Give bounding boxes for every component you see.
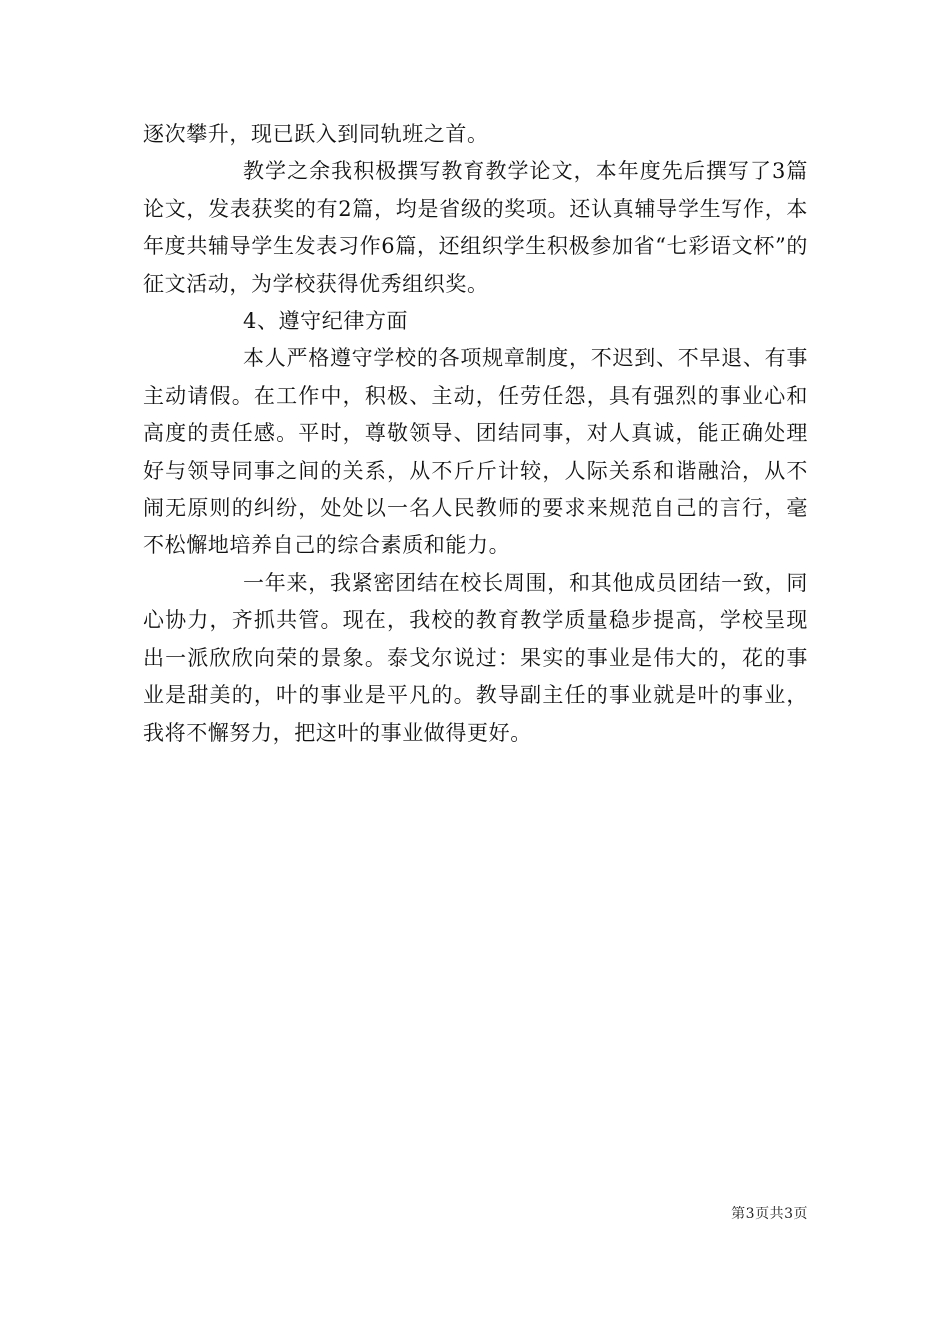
page-number-footer: 第3页共3页 — [731, 1206, 808, 1222]
paragraph-continuation: 逐次攀升，现已跃入到同轨班之首。 — [143, 122, 489, 146]
paragraph-discipline: 本人严格遵守学校的各项规章制度，不迟到、不早退、有事主动请假。在工作中，积极、主动，任劳任怨，具有强烈的事业心和高度的责任感。平时，尊敬领导、团结同事，对人真诚，能正确处理好与领导同事之间的关系，从不斤斤计较，人际关系和谐融洽，从不闹无原则的纠纷，处处以一名人民教师的要求来规范自己的言行，毫不松懈地培养自己的综合素质和能力。 — [143, 346, 808, 558]
paragraph-papers: 教学之余我积极撰写教育教学论文，本年度先后撰写了3篇论文，发表获奖的有2篇，均是省级的奖项。还认真辅导学生写作，本年度共辅导学生发表习作6篇，还组织学生积极参加省“七彩语文杯”的征文活动，为学校获得优秀组织奖。 — [143, 159, 808, 296]
document-body — [143, 116, 808, 752]
paragraph-summary: 一年来，我紧密团结在校长周围，和其他成员团结一致，同心协力，齐抓共管。现在，我校的教育教学质量稳步提高，学校呈现出一派欣欣向荣的景象。泰戈尔说过：果实的事业是伟大的，花的事业是甜美的，叶的事业是平凡的。教导副主任的事业就是叶的事业，我将不懈努力，把这叶的事业做得更好。 — [143, 570, 808, 745]
section-heading-discipline: 4、遵守纪律方面 — [243, 309, 409, 334]
